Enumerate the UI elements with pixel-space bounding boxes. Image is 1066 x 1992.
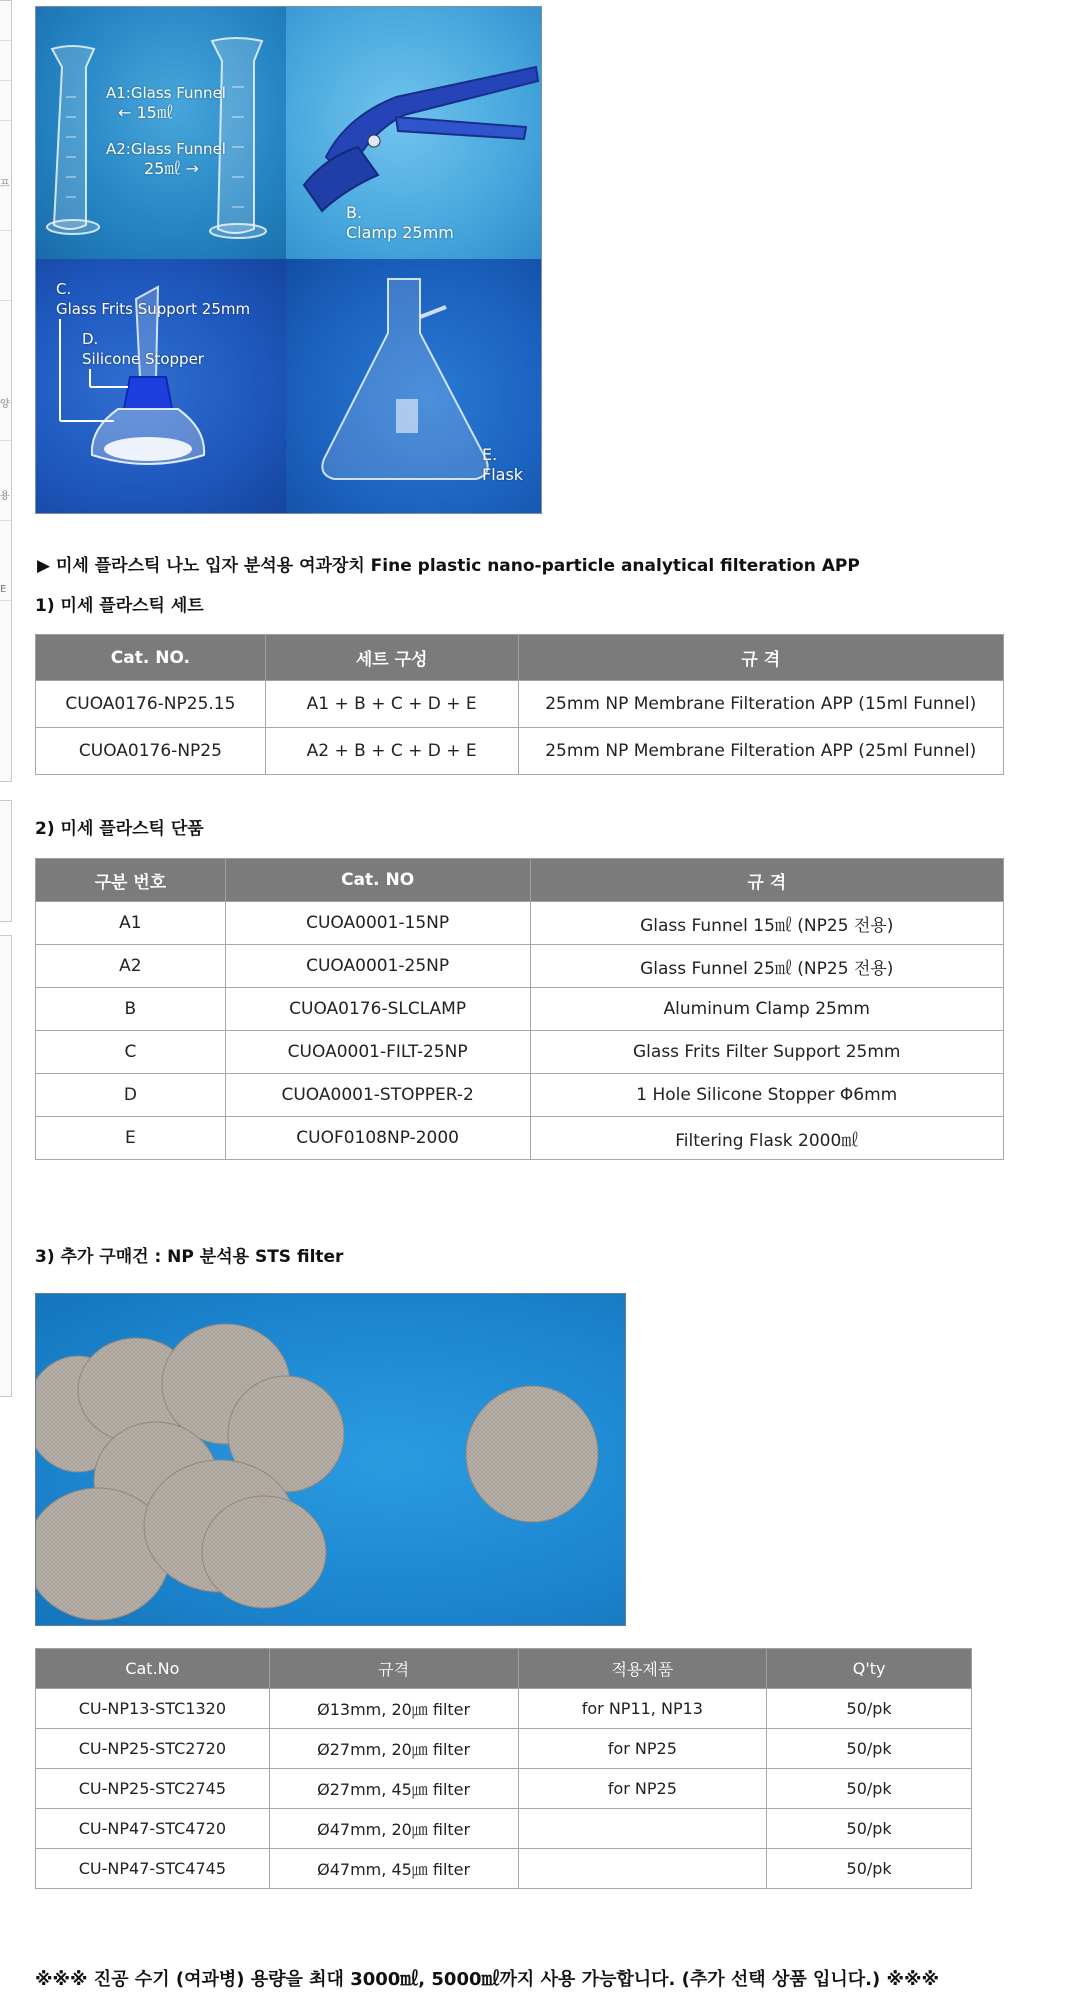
edge-divider <box>0 520 11 521</box>
cell: CU-NP13-STC1320 <box>36 1689 270 1729</box>
cell: D <box>36 1074 226 1117</box>
cell: for NP11, NP13 <box>518 1689 767 1729</box>
cell: Ø27mm, 20㎛ filter <box>269 1729 518 1769</box>
table-row <box>36 1809 972 1849</box>
cell: C <box>36 1031 226 1074</box>
cell: 50/pk <box>767 1769 972 1809</box>
cell: A2 + B + C + D + E <box>265 728 518 775</box>
cell: E <box>36 1117 226 1160</box>
cell: Aluminum Clamp 25mm <box>530 988 1004 1031</box>
col-header: Q'ty <box>767 1649 972 1689</box>
flask-label: E. Flask <box>482 445 524 484</box>
edge-glyph: 양 <box>0 399 10 410</box>
col-header: 규 격 <box>530 859 1004 902</box>
cell: Ø47mm, 20㎛ filter <box>269 1809 518 1849</box>
edge-divider <box>0 440 11 441</box>
edge-glyph: E <box>0 584 7 595</box>
table-row <box>36 1117 1004 1160</box>
cell: CUOA0001-25NP <box>225 945 530 988</box>
cell: CU-NP25-STC2720 <box>36 1729 270 1769</box>
cell: CUOA0001-FILT-25NP <box>225 1031 530 1074</box>
photo-clamp <box>286 7 541 259</box>
col-header: 적용제품 <box>518 1649 767 1689</box>
col-header: 세트 구성 <box>265 635 518 681</box>
cell: CUOA0176-NP25 <box>36 728 266 775</box>
cell: CU-NP47-STC4745 <box>36 1849 270 1889</box>
col-header: 구분 번호 <box>36 859 226 902</box>
edge-divider <box>0 80 11 81</box>
table-header-row <box>36 1649 972 1689</box>
table-row <box>36 902 1004 945</box>
cell <box>518 1809 767 1849</box>
cell: CUOA0001-STOPPER-2 <box>225 1074 530 1117</box>
cell: Ø47mm, 45㎛ filter <box>269 1849 518 1889</box>
cell: CUOF0108NP-2000 <box>225 1117 530 1160</box>
cell: CUOA0176-NP25.15 <box>36 681 266 728</box>
col-header: Cat.No <box>36 1649 270 1689</box>
table-header-row <box>36 859 1004 902</box>
edge-divider <box>0 600 11 601</box>
cell: Glass Funnel 25㎖ (NP25 전용) <box>530 945 1004 988</box>
sts-filter-discs-illustration <box>36 1294 625 1625</box>
edge-glyph: 용 <box>0 491 10 502</box>
section3-title: 3) 추가 구매건 : NP 분석용 STS filter <box>35 1247 344 1267</box>
table-row <box>36 1689 972 1729</box>
edge-glyph: 프 <box>0 179 10 190</box>
cell: CUOA0001-15NP <box>225 902 530 945</box>
intro-heading: ▶ 미세 플라스틱 나노 입자 분석용 여과장치 Fine plastic nano-particle analytical filteration APP <box>37 556 860 576</box>
table-row <box>36 681 1004 728</box>
table-row <box>36 1074 1004 1117</box>
cell: Ø13mm, 20㎛ filter <box>269 1689 518 1729</box>
funnel-a2-volume: 25㎖ → <box>144 159 199 178</box>
section2-title: 2) 미세 플라스틱 단품 <box>35 819 204 839</box>
col-header: Cat. NO. <box>36 635 266 681</box>
cell: 50/pk <box>767 1689 972 1729</box>
cell: Filtering Flask 2000㎖ <box>530 1117 1004 1160</box>
table-row <box>36 1849 972 1889</box>
col-header: 규 격 <box>518 635 1004 681</box>
cell: CU-NP47-STC4720 <box>36 1809 270 1849</box>
section1-title: 1) 미세 플라스틱 세트 <box>35 596 204 616</box>
cell: 25mm NP Membrane Filteration APP (15ml Funnel) <box>518 681 1004 728</box>
table-row <box>36 1769 972 1809</box>
cell: Glass Frits Filter Support 25mm <box>530 1031 1004 1074</box>
table-header-row <box>36 635 1004 681</box>
set-spec-table <box>35 634 1004 775</box>
edge-divider <box>0 300 11 301</box>
col-header: Cat. NO <box>225 859 530 902</box>
cell: for NP25 <box>518 1729 767 1769</box>
edge-divider <box>0 40 11 41</box>
table-row <box>36 988 1004 1031</box>
cell: B <box>36 988 226 1031</box>
cell: Glass Funnel 15㎖ (NP25 전용) <box>530 902 1004 945</box>
cell: A2 <box>36 945 226 988</box>
clamp-label: B. Clamp 25mm <box>346 203 454 242</box>
product-photo-grid <box>35 6 542 514</box>
photo-glass-funnels <box>36 7 286 259</box>
cell: A1 + B + C + D + E <box>265 681 518 728</box>
edge-divider <box>0 230 11 231</box>
stopper-label: D. Silicone Stopper <box>82 330 204 368</box>
edge-panel-mid <box>0 800 12 922</box>
photo-frits-stopper <box>36 259 286 513</box>
funnel-a1-volume: ← 15㎖ <box>118 103 173 122</box>
cell: Ø27mm, 45㎛ filter <box>269 1769 518 1809</box>
sts-filter-photo <box>35 1293 626 1626</box>
table-row <box>36 728 1004 775</box>
funnel-a2-label: A2:Glass Funnel <box>106 140 226 158</box>
cell: CU-NP25-STC2745 <box>36 1769 270 1809</box>
col-header: 규격 <box>269 1649 518 1689</box>
cell: 50/pk <box>767 1849 972 1889</box>
cell: 50/pk <box>767 1809 972 1849</box>
cell: for NP25 <box>518 1769 767 1809</box>
table-row <box>36 1031 1004 1074</box>
edge-panel-top <box>0 0 12 782</box>
cell: CUOA0176-SLCLAMP <box>225 988 530 1031</box>
cell: 1 Hole Silicone Stopper Φ6mm <box>530 1074 1004 1117</box>
edge-panel-bottom <box>0 935 12 1397</box>
edge-divider <box>0 120 11 121</box>
footer-note: ※※※ 진공 수기 (여과병) 용량을 최대 3000㎖, 5000㎖까지 사용 가능합니다. (추가 선택 상품 입니다.) ※※※ <box>35 1969 939 1990</box>
adjacent-panel-edge <box>0 0 12 1400</box>
cell: 25mm NP Membrane Filteration APP (25ml Funnel) <box>518 728 1004 775</box>
funnel-a1-label: A1:Glass Funnel <box>106 84 226 102</box>
cell <box>518 1849 767 1889</box>
photo-flask <box>286 259 541 513</box>
table-row <box>36 1729 972 1769</box>
cell: 50/pk <box>767 1729 972 1769</box>
glass-funnels-illustration <box>36 7 286 259</box>
cell: A1 <box>36 902 226 945</box>
table-row <box>36 945 1004 988</box>
sts-filter-table <box>35 1648 972 1889</box>
parts-spec-table <box>35 858 1004 1160</box>
frits-label: C. Glass Frits Support 25mm <box>56 280 251 318</box>
